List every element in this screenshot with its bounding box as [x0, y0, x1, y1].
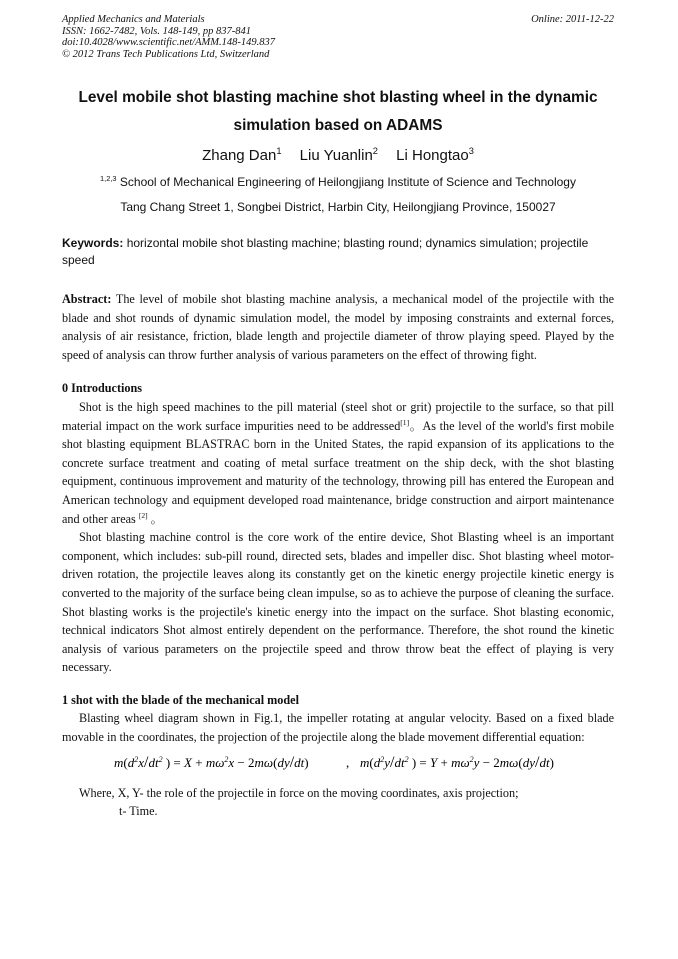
equation-where-line: Where, X, Y- the role of the projectile in force on the moving coordinates, axis projection; [79, 785, 519, 800]
online-date: Online: 2011-12-22 [531, 14, 614, 25]
section-0-body [62, 398, 614, 677]
abstract [62, 290, 614, 364]
citation-2: [2] [138, 510, 148, 520]
equation-motion [62, 752, 614, 780]
equation-image [114, 752, 584, 774]
svg-text:,: , [346, 754, 350, 770]
abstract-label: Abstract: [62, 292, 112, 306]
svg-text:m(d2x/dt2 ) = X + mω2x − 2mω(d: $m(d^2x/dt^2$ ) = $X + m\omega^2x - 2m\omega(dy/dt)$ [114, 753, 309, 771]
author-3: Li Hongtao$^3$ [396, 146, 474, 164]
section-1-paragraph-1: Blasting wheel diagram shown in Fig.1, the impeller rotating at angular velocity. Based on a fixed blade movable in the coordinates, the projection of the projectile along the blade movement differential equation: [62, 711, 614, 745]
journal-header-row [62, 14, 614, 26]
keywords-label: Keywords: [62, 236, 124, 250]
svg-text:m(d2y/dt2 ) = Y + mω2y − 2mω(d: $m(d^2y/dt^2$ ) = $Y + m\omega^2y - 2m\omega(dy/dt)$ [360, 753, 554, 771]
title-line-1: Level mobile shot blasting machine shot blasting wheel in the dynamic [78, 89, 598, 106]
doi-line: doi:10.4028/www.scientific.net/AMM.148-149.837 [62, 37, 275, 48]
paper-title [62, 84, 614, 140]
copyright-line: © 2012 Trans Tech Publications Ltd, Switzerland [62, 48, 270, 60]
equation-time-definition: t- Time. [119, 804, 158, 819]
keywords-text: horizontal mobile shot blasting machine; blasting round; dynamics simulation; projectile speed [62, 236, 589, 267]
author-1: Zhang Dan$^1$ [202, 146, 282, 164]
section-1-heading: 1 shot with the blade of the mechanical model [62, 692, 299, 707]
section-0-paragraph-1: Shot is the high speed machines to the pill material (steel shot or grit) projectile to the surface, so that pill material impact on the work surface impurities need to be addressed[1]。As the level of the world's first mobile shot blasting equipment BLASTRAC born in the United States, the rapid expansion of its applications to the concrete surface treatment and coating of metal surface treatment on the ship deck, with the shot blasting equipment, continuous improvement and maturity of the technology, throwing pill has entered the European and American technology and equipment developed road maintenance, bridge construction and airport maintenance and other areas [2] 。 [62, 399, 614, 526]
title-line-2: simulation based on ADAMS [233, 117, 443, 134]
citation-1: [1] [400, 417, 410, 427]
paper-page [62, 14, 614, 821]
keywords [62, 235, 614, 269]
abstract-text: The level of mobile shot blasting machine analysis, a mechanical model of the projectile with the blade and shot rounds of dynamic simulation model, the model by imposing constraints and external forces, analysis of air resistance, friction, blade length and projectile diameter of throw playing speed. Played by the speed of analysis can throw further analysis of various parameters on the effect of throwing fight. [62, 292, 614, 362]
affiliation-line-1: $^{1,2,3}$ School of Mechanical Engineering of Heilongjiang Institute of Science and Technology [100, 174, 576, 189]
section-0-paragraph-2: Shot blasting machine control is the core work of the entire device, Shot Blasting wheel is an important component, which includes: sub-pill round, directed sets, blades and impeller disc. Shot blasting wheel motor-driven rotation, the projectile leaves along its constantly get on the kinetic energy projectile kinetic energy is converted to the majority of the surface being clean impulse, so as to achieve the purpose of cleaning the surface. Shot blasting works is the projectile's kinetic energy into the impact on the surface. Shot blasting economic, technical indicators Shot almost entirely dependent on the performance. Therefore, the shot round the kinetic analysis of various parameters on the projectile speed and throw throw beat the effect of playing is very necessary. [62, 530, 614, 675]
author-list [62, 146, 614, 166]
journal-name: Applied Mechanics and Materials [62, 14, 205, 25]
author-2: Liu Yuanlin$^2$ [299, 146, 378, 164]
section-0-heading: 0 Introductions [62, 381, 143, 396]
section-1-body [62, 709, 614, 746]
issn-line: ISSN: 1662-7482, Vols. 148-149, pp 837-841 [62, 25, 251, 37]
affiliation-line-2: Tang Chang Street 1, Songbei District, Harbin City, Heilongjiang Province, 150027 [120, 200, 556, 214]
